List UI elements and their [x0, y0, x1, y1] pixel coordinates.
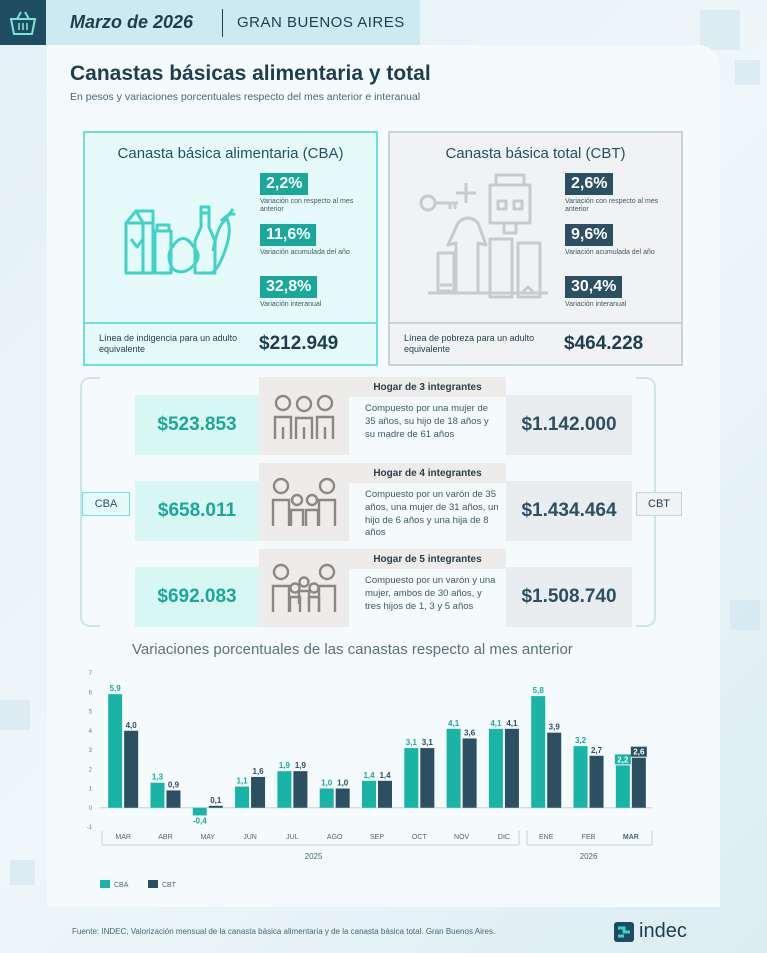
- cbt-data-label: 0,1: [210, 795, 222, 805]
- legend-label: CBA: [114, 882, 129, 889]
- page-subtitle: En pesos y variaciones porcentuales respecto del mes anterior e interanual: [70, 91, 421, 103]
- household-cbt-value: $1.508.740: [506, 567, 632, 627]
- cbt-bar: [632, 758, 646, 808]
- cba-data-label: 2,2: [617, 755, 629, 765]
- household-description: Compuesto por un varón de 35 años, una mujer de 31 años, un hijo de 6 años y una hija de 8 años: [365, 489, 499, 539]
- decor-square: [735, 60, 760, 85]
- cba-data-label: 1,1: [236, 776, 248, 786]
- cba-bar: [108, 694, 122, 808]
- cbt-panel: [388, 131, 683, 366]
- cbt-stat-yearly: [565, 276, 680, 309]
- x-tick-label: ENE: [539, 834, 554, 841]
- chart-title: Variaciones porcentuales de las canastas respecto al mes anterior: [132, 641, 573, 658]
- stat-value: 30,4%: [565, 276, 622, 298]
- cbt-bar: [420, 748, 434, 808]
- family-3-icon: [259, 377, 349, 455]
- cba-data-label: 5,9: [109, 684, 121, 694]
- cba-data-label: 1,9: [278, 761, 290, 771]
- y-tick-label: 7: [88, 671, 92, 677]
- cbt-bar: [463, 738, 477, 807]
- cbt-data-label: 4,0: [125, 720, 137, 730]
- cbt-data-label: 2,6: [633, 747, 645, 757]
- stat-value: 2,2%: [260, 173, 308, 195]
- cba-bar: [616, 765, 630, 807]
- year-label: 2026: [579, 852, 598, 861]
- poverty-line-value: $464.228: [564, 333, 644, 354]
- cbt-bar: [209, 806, 223, 808]
- cbt-line-row: [390, 322, 681, 364]
- cbt-stat-monthly: [565, 173, 680, 214]
- logo-text: indec: [639, 920, 687, 942]
- stat-label: Variación acumulada del año: [565, 249, 655, 256]
- cbt-heading: Canasta básica total (CBT): [445, 145, 626, 162]
- household-cba-value: $692.083: [135, 567, 259, 627]
- decor-square: [10, 860, 35, 885]
- region-label: GRAN BUENOS AIRES: [237, 14, 405, 31]
- report-date: Marzo de 2026: [70, 12, 194, 32]
- x-tick-label: AGO: [326, 834, 343, 841]
- legend-swatch: [148, 880, 158, 888]
- y-tick-label: 3: [88, 748, 92, 754]
- x-tick-label: MAR: [622, 834, 639, 841]
- y-tick-label: 1: [88, 786, 92, 793]
- cbt-data-label: 4,1: [506, 718, 518, 728]
- household-tag: Hogar de 3 integrantes: [349, 377, 506, 397]
- cbt-data-label: 3,6: [464, 728, 476, 738]
- household-cba-value: $658.011: [135, 481, 259, 541]
- x-tick-label: MAR: [115, 834, 131, 841]
- decor-square: [0, 700, 30, 730]
- household-cba-value: $523.853: [135, 395, 259, 455]
- groceries-icon: [123, 201, 243, 281]
- cba-bar: [235, 787, 249, 808]
- cbt-bar: [293, 771, 307, 808]
- source-note: Fuente: INDEC, Valorización mensual de la canasta básica alimentaria y de la canasta básica total. Gran Buenos Aires.: [72, 927, 496, 936]
- cba-bar: [150, 783, 164, 808]
- cba-data-label: 3,2: [574, 736, 587, 746]
- cbt-bar: [378, 781, 392, 808]
- x-tick-label: JUL: [286, 834, 299, 841]
- legend-swatch: [100, 880, 110, 888]
- cba-data-label: 3,1: [405, 738, 417, 748]
- x-tick-label: SEP: [369, 834, 385, 841]
- y-tick-label: 6: [88, 690, 92, 697]
- household-4: [135, 463, 632, 541]
- cba-data-label: 1,4: [363, 770, 375, 780]
- cba-side-tag: CBA: [82, 492, 130, 516]
- cba-bar: [447, 729, 461, 808]
- cba-data-label: 4,1: [448, 718, 460, 728]
- indec-logo: [613, 920, 687, 943]
- stat-value: 2,6%: [565, 173, 613, 195]
- cba-bar: [362, 781, 376, 808]
- year-label: 2025: [304, 852, 323, 861]
- stat-value: 32,8%: [260, 276, 317, 298]
- family-5-icon: [259, 549, 349, 627]
- indigence-line-label: Línea de indigencia para un adulto equivalente: [99, 333, 238, 354]
- cbt-side-tag: CBT: [636, 492, 682, 516]
- family-4-icon: [259, 463, 349, 541]
- household-tag: Hogar de 5 integrantes: [349, 549, 506, 569]
- cbt-bar: [590, 756, 604, 808]
- variation-bar-chart: [80, 665, 660, 895]
- cba-bar: [320, 789, 334, 808]
- goods-services-icon: [418, 173, 558, 303]
- household-tag: Hogar de 4 integrantes: [349, 463, 506, 483]
- x-tick-label: DIC: [497, 834, 510, 841]
- cba-data-label: 1,0: [321, 778, 333, 788]
- cbt-stat-accumulated: [565, 224, 680, 257]
- cbt-data-label: 0,9: [167, 780, 180, 790]
- cba-stat-yearly: [260, 276, 375, 309]
- stat-label: Variación con respecto al mes anterior: [260, 198, 354, 214]
- household-description: Compuesto por un varón y una mujer, ambos de 30 años, y tres hijos de 1, 3 y 5 años: [365, 575, 496, 612]
- stat-label: Variación interanual: [565, 301, 627, 308]
- cbt-data-label: 1,0: [337, 778, 349, 788]
- stat-value: 11,6%: [260, 224, 316, 246]
- legend-label: CBT: [162, 882, 176, 889]
- y-tick-label: 2: [88, 767, 92, 774]
- cbt-bar: [251, 777, 265, 808]
- cbt-bar: [124, 731, 138, 808]
- cba-bar: [193, 808, 207, 816]
- x-tick-label: JUN: [243, 834, 257, 841]
- cbt-data-label: 3,1: [421, 738, 433, 748]
- cba-bar: [404, 748, 418, 808]
- cba-line-row: [85, 322, 376, 364]
- household-cbt-value: $1.142.000: [506, 395, 632, 455]
- cbt-data-label: 1,6: [252, 766, 264, 776]
- stat-label: Variación interanual: [260, 301, 322, 308]
- household-cbt-value: $1.434.464: [506, 481, 632, 541]
- x-tick-label: MAY: [200, 834, 216, 841]
- cba-stat-accumulated: [260, 224, 375, 257]
- cba-data-label: 5,8: [532, 686, 544, 696]
- cba-bar: [489, 729, 503, 808]
- y-tick-label: -1: [86, 825, 92, 831]
- x-tick-label: NOV: [454, 834, 470, 841]
- cbt-bar: [336, 789, 350, 808]
- x-tick-label: ABR: [158, 834, 173, 841]
- household-3: [135, 377, 632, 455]
- cbt-bar: [547, 733, 561, 808]
- cba-data-label: -0,4: [192, 816, 207, 826]
- cba-bar: [277, 771, 291, 808]
- indec-logo-icon: [613, 921, 635, 943]
- y-tick-label: 5: [88, 709, 92, 716]
- y-tick-label: 0: [88, 805, 92, 812]
- cba-stat-monthly: [260, 173, 375, 214]
- cba-bar: [574, 746, 588, 808]
- stat-value: 9,6%: [565, 224, 613, 246]
- poverty-line-label: Línea de pobreza para un adulto equivalente: [404, 333, 535, 354]
- cbt-data-label: 3,9: [548, 722, 560, 732]
- cba-panel: [83, 131, 378, 366]
- indigence-line-value: $212.949: [259, 333, 339, 354]
- cbt-data-label: 2,7: [590, 745, 603, 755]
- cbt-data-label: 1,9: [294, 761, 306, 771]
- divider: [222, 9, 223, 37]
- x-tick-label: OCT: [411, 834, 427, 841]
- cba-heading: Canasta básica alimentaria (CBA): [117, 145, 344, 162]
- cbt-bar: [166, 790, 180, 807]
- decor-square: [700, 10, 740, 50]
- y-tick-label: 4: [88, 728, 92, 735]
- cba-data-label: 1,3: [151, 772, 164, 782]
- cbt-bar: [505, 729, 519, 808]
- decor-square: [730, 600, 760, 630]
- cba-bar: [531, 696, 545, 808]
- household-5: [135, 549, 632, 627]
- x-tick-label: FEB: [581, 834, 596, 841]
- household-description: Compuesto por una mujer de 35 años, su hijo de 18 años y su madre de 61 años: [365, 403, 489, 440]
- stat-label: Variación acumulada del año: [260, 249, 350, 256]
- page-title: Canastas básicas alimentaria y total: [70, 62, 431, 85]
- basket-icon: [0, 0, 46, 45]
- cba-data-label: 4,1: [490, 718, 502, 728]
- stat-label: Variación con respecto al mes anterior: [565, 198, 659, 214]
- cbt-data-label: 1,4: [379, 770, 391, 780]
- header-bar: [0, 0, 420, 45]
